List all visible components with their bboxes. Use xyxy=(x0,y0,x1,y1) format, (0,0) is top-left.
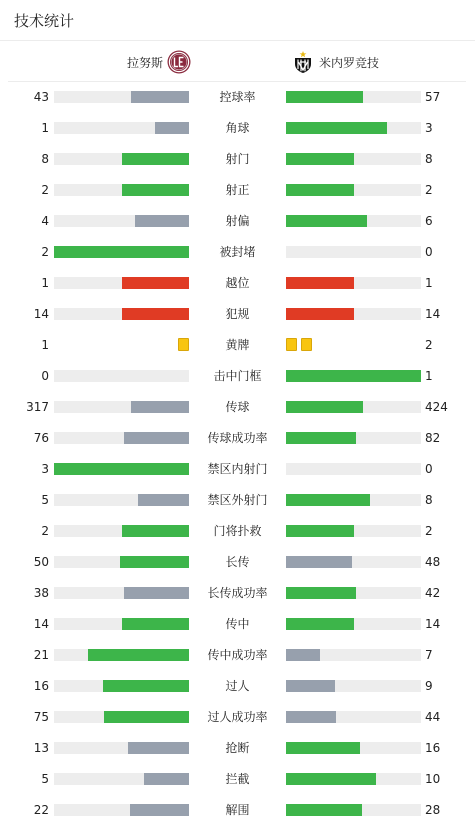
stat-label: 射偏 xyxy=(225,214,250,228)
home-stat-value: 50 xyxy=(33,555,49,569)
home-stat-bar-fill xyxy=(155,122,189,134)
home-stat-value: 1 xyxy=(41,338,49,352)
home-team-name: 拉努斯 xyxy=(126,55,163,70)
home-stat-bar xyxy=(54,525,189,537)
away-stat-value: 2 xyxy=(425,524,433,538)
stat-row xyxy=(0,609,475,640)
stat-row xyxy=(0,82,475,113)
stat-label: 过人 xyxy=(225,679,250,693)
away-stat-value: 0 xyxy=(425,462,433,476)
home-stat-bar-fill xyxy=(122,277,190,289)
away-stat-bar-fill xyxy=(286,91,363,103)
home-stat-bar-fill xyxy=(131,401,189,413)
away-stat-bar xyxy=(286,277,421,289)
away-stat-value: 14 xyxy=(425,307,441,321)
stat-label: 门将扑救 xyxy=(213,524,262,538)
stat-row xyxy=(0,299,475,330)
home-stat-bar-fill xyxy=(124,432,189,444)
home-stat-bar-fill xyxy=(144,773,189,785)
away-stat-bar-fill xyxy=(286,184,354,196)
stat-label: 越位 xyxy=(225,276,250,290)
away-stat-bar xyxy=(286,215,421,227)
away-stat-value: 42 xyxy=(425,586,441,600)
home-stat-bar-fill xyxy=(103,680,189,692)
stat-row xyxy=(0,268,475,299)
stat-label: 角球 xyxy=(225,121,250,135)
away-stat-bar-fill xyxy=(286,370,421,382)
stat-label: 控球率 xyxy=(219,90,256,104)
away-stat-bar xyxy=(286,587,421,599)
stat-label: 黄牌 xyxy=(225,338,250,352)
home-stat-bar xyxy=(54,680,189,692)
stat-row xyxy=(0,702,475,733)
home-stat-value: 21 xyxy=(33,648,49,662)
page-title: 技术统计 xyxy=(14,11,75,30)
away-stat-bar xyxy=(286,556,421,568)
home-stat-bar-fill xyxy=(88,649,189,661)
away-stat-bar-fill xyxy=(286,587,356,599)
stat-label: 被封堵 xyxy=(219,245,256,259)
stat-row xyxy=(0,671,475,702)
home-stat-bar xyxy=(54,215,189,227)
yellow-card-icon xyxy=(301,338,312,351)
away-stat-value: 424 xyxy=(425,400,448,414)
away-stat-bar-fill xyxy=(286,773,376,785)
away-stat-bar xyxy=(286,804,421,816)
home-stat-bar xyxy=(54,370,189,382)
away-stat-bar xyxy=(286,370,421,382)
lanus-crest-icon xyxy=(167,50,191,74)
home-stat-value: 16 xyxy=(33,679,49,693)
home-stat-bar xyxy=(54,556,189,568)
away-stat-value: 10 xyxy=(425,772,441,786)
away-stat-bar-fill xyxy=(286,618,354,630)
home-stat-bar-fill xyxy=(138,494,189,506)
away-stat-value: 6 xyxy=(425,214,433,228)
home-stat-bar xyxy=(54,773,189,785)
away-stat-value: 44 xyxy=(425,710,441,724)
home-stat-bar-fill xyxy=(135,215,189,227)
away-stat-bar xyxy=(286,742,421,754)
away-stat-bar-fill xyxy=(286,432,356,444)
away-stat-bar-fill xyxy=(286,804,362,816)
stat-label: 传球 xyxy=(225,400,250,414)
away-stat-value: 57 xyxy=(425,90,441,104)
away-stat-bar xyxy=(286,122,421,134)
stat-row xyxy=(0,733,475,764)
home-stat-value: 76 xyxy=(33,431,49,445)
away-stat-bar-fill xyxy=(286,742,360,754)
home-stat-bar xyxy=(54,308,189,320)
stat-row xyxy=(0,330,475,361)
home-stat-bar-fill xyxy=(54,463,189,475)
away-stat-bar-fill xyxy=(286,556,352,568)
away-stat-bar xyxy=(286,308,421,320)
away-stat-bar-fill xyxy=(286,494,370,506)
away-stat-value: 82 xyxy=(425,431,441,445)
stat-row xyxy=(0,485,475,516)
home-stat-bar xyxy=(54,742,189,754)
away-stat-bar-fill xyxy=(286,649,320,661)
away-stat-bar xyxy=(286,525,421,537)
home-stat-bar-fill xyxy=(131,91,189,103)
away-stat-value: 2 xyxy=(425,338,433,352)
home-stat-value: 22 xyxy=(33,803,49,817)
away-stat-bar xyxy=(286,91,421,103)
away-stat-bar xyxy=(286,494,421,506)
home-stat-value: 75 xyxy=(33,710,49,724)
away-stat-bar xyxy=(286,649,421,661)
away-yellow-cards xyxy=(286,338,312,352)
home-stat-bar xyxy=(54,153,189,165)
stat-row xyxy=(0,175,475,206)
away-stat-bar-fill xyxy=(286,277,354,289)
stat-row xyxy=(0,764,475,795)
home-stat-value: 2 xyxy=(41,524,49,538)
home-stat-value: 4 xyxy=(41,214,49,228)
stat-row xyxy=(0,144,475,175)
away-stat-bar-fill xyxy=(286,525,354,537)
stat-row xyxy=(0,640,475,671)
stat-label: 犯规 xyxy=(225,307,250,321)
stat-label: 禁区外射门 xyxy=(207,493,268,507)
stat-row xyxy=(0,113,475,144)
stat-label: 抢断 xyxy=(225,741,250,755)
away-team[interactable] xyxy=(291,49,379,75)
away-stat-bar xyxy=(286,184,421,196)
home-stat-bar-fill xyxy=(120,556,189,568)
stat-label: 射正 xyxy=(225,183,250,197)
away-stat-bar xyxy=(286,401,421,413)
home-stat-value: 14 xyxy=(33,307,49,321)
stat-label: 传中成功率 xyxy=(207,648,268,662)
away-stat-value: 9 xyxy=(425,679,433,693)
home-stat-value: 13 xyxy=(33,741,49,755)
home-stat-bar xyxy=(54,184,189,196)
stat-label: 射门 xyxy=(225,152,250,166)
stat-row xyxy=(0,516,475,547)
stat-label: 解围 xyxy=(225,803,250,817)
home-stat-bar xyxy=(54,246,189,258)
away-stat-bar xyxy=(286,618,421,630)
home-stat-bar xyxy=(54,91,189,103)
stat-label: 击中门框 xyxy=(213,369,262,383)
away-stat-bar-fill xyxy=(286,215,367,227)
away-stat-bar xyxy=(286,246,421,258)
home-stat-bar xyxy=(54,277,189,289)
away-stat-bar xyxy=(286,711,421,723)
home-stat-bar-fill xyxy=(130,804,189,816)
home-stat-bar-fill xyxy=(122,308,190,320)
away-stat-bar-fill xyxy=(286,680,335,692)
home-stat-value: 5 xyxy=(41,772,49,786)
away-stat-bar xyxy=(286,463,421,475)
away-stat-value: 16 xyxy=(425,741,441,755)
stat-label: 传中 xyxy=(225,617,250,631)
home-stat-bar xyxy=(54,711,189,723)
home-stat-bar xyxy=(54,587,189,599)
home-stat-bar-fill xyxy=(54,246,189,258)
home-stat-bar-fill xyxy=(122,618,190,630)
home-stat-bar-fill xyxy=(122,184,190,196)
away-stat-value: 14 xyxy=(425,617,441,631)
home-yellow-cards xyxy=(178,338,189,352)
away-team-name: 米内罗竞技 xyxy=(319,55,380,70)
stat-label: 拦截 xyxy=(225,772,250,786)
home-stat-value: 1 xyxy=(41,276,49,290)
away-stat-value: 1 xyxy=(425,276,433,290)
stat-row xyxy=(0,795,475,826)
home-stat-value: 14 xyxy=(33,617,49,631)
away-stat-bar xyxy=(286,432,421,444)
away-stat-bar-fill xyxy=(286,153,354,165)
stat-row xyxy=(0,578,475,609)
home-stat-value: 5 xyxy=(41,493,49,507)
home-team[interactable] xyxy=(127,49,191,75)
away-stat-value: 28 xyxy=(425,803,441,817)
away-stat-bar-fill xyxy=(286,401,363,413)
away-stat-value: 3 xyxy=(425,121,433,135)
stat-row xyxy=(0,547,475,578)
stat-label: 禁区内射门 xyxy=(207,462,268,476)
away-stat-bar-fill xyxy=(286,122,387,134)
stat-label: 过人成功率 xyxy=(207,710,268,724)
home-stat-bar xyxy=(54,804,189,816)
home-stat-bar xyxy=(54,649,189,661)
away-stat-bar xyxy=(286,153,421,165)
home-stat-value: 2 xyxy=(41,245,49,259)
stat-row xyxy=(0,423,475,454)
home-stat-bar-fill xyxy=(122,525,190,537)
yellow-card-icon xyxy=(178,338,189,351)
stat-label: 长传成功率 xyxy=(207,586,268,600)
away-stat-value: 1 xyxy=(425,369,433,383)
away-stat-value: 8 xyxy=(425,493,433,507)
home-stat-bar xyxy=(54,494,189,506)
home-stat-value: 2 xyxy=(41,183,49,197)
stat-row xyxy=(0,392,475,423)
home-stat-value: 0 xyxy=(41,369,49,383)
stat-label: 长传 xyxy=(225,555,250,569)
away-stat-bar-fill xyxy=(286,308,354,320)
home-stat-value: 1 xyxy=(41,121,49,135)
home-stat-bar-fill xyxy=(122,153,190,165)
away-stat-value: 0 xyxy=(425,245,433,259)
home-stat-bar xyxy=(54,401,189,413)
stats-list xyxy=(0,82,475,826)
atletico-mineiro-crest-icon xyxy=(291,50,315,74)
home-stat-value: 317 xyxy=(26,400,49,414)
home-stat-value: 43 xyxy=(33,90,49,104)
home-stat-value: 8 xyxy=(41,152,49,166)
away-stat-value: 48 xyxy=(425,555,441,569)
away-stat-bar-fill xyxy=(286,711,336,723)
yellow-card-icon xyxy=(286,338,297,351)
home-stat-bar xyxy=(54,432,189,444)
away-stat-value: 7 xyxy=(425,648,433,662)
stat-row xyxy=(0,454,475,485)
stat-row xyxy=(0,237,475,268)
away-stat-value: 8 xyxy=(425,152,433,166)
home-stat-bar-fill xyxy=(128,742,189,754)
away-stat-bar xyxy=(286,773,421,785)
home-stat-value: 3 xyxy=(41,462,49,476)
teams-header xyxy=(8,42,466,82)
home-stat-bar xyxy=(54,618,189,630)
stat-row xyxy=(0,206,475,237)
home-stat-bar xyxy=(54,122,189,134)
home-stat-bar-fill xyxy=(104,711,189,723)
away-stat-bar xyxy=(286,680,421,692)
home-stat-bar-fill xyxy=(124,587,189,599)
away-stat-value: 2 xyxy=(425,183,433,197)
stats-header xyxy=(0,0,475,41)
home-stat-bar xyxy=(54,463,189,475)
stat-row xyxy=(0,361,475,392)
home-stat-value: 38 xyxy=(33,586,49,600)
stat-label: 传球成功率 xyxy=(207,431,268,445)
